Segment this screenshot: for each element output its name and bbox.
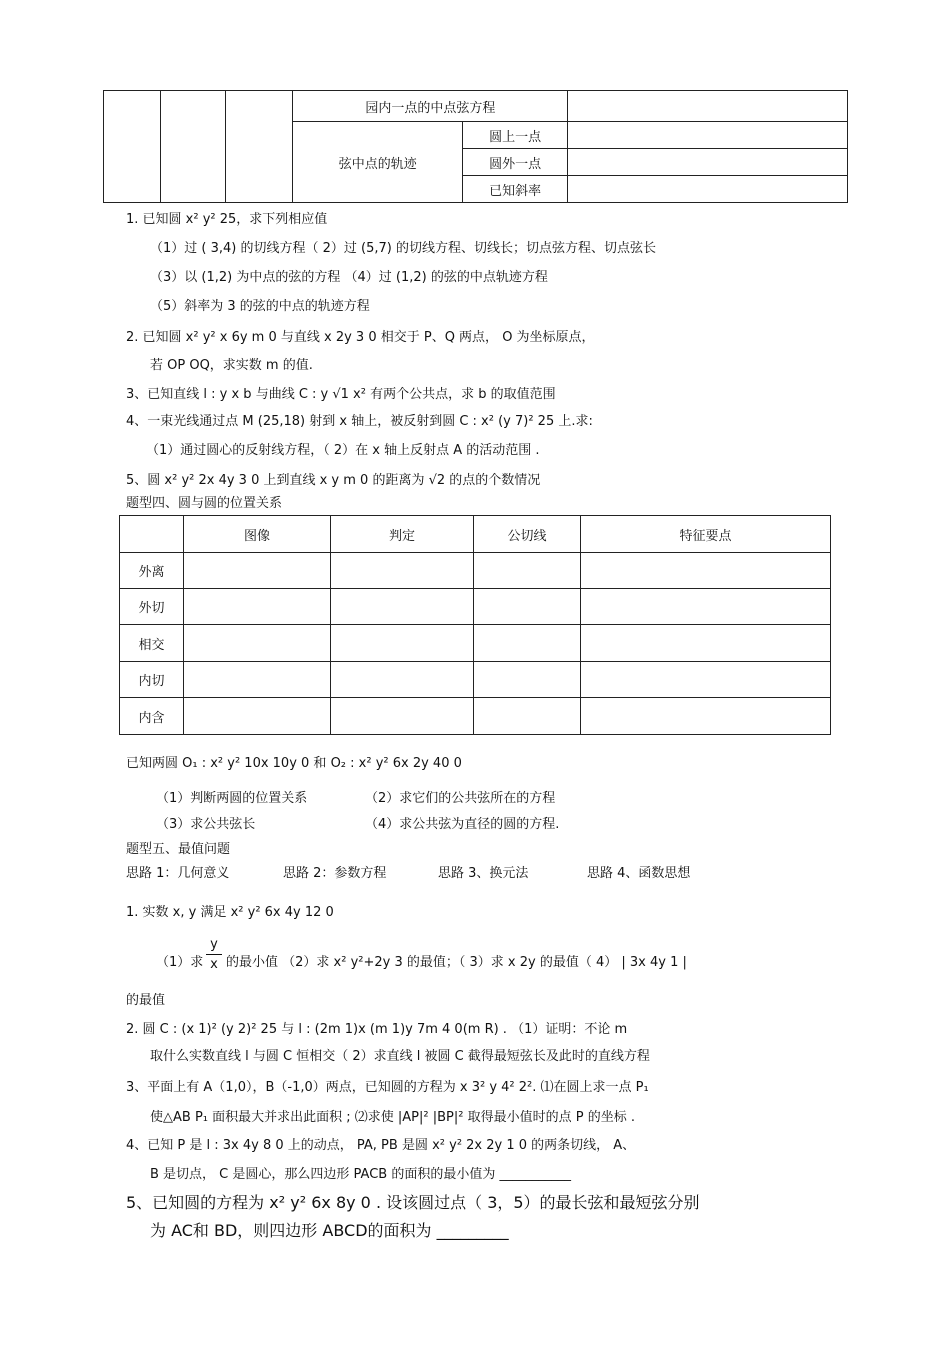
two-circles-sub-2: （2）求它们的公共弦所在的方程 (365, 791, 556, 806)
problem-1-sub-a: （1）求 (156, 955, 204, 970)
table-cell (161, 91, 226, 203)
table-cell (184, 662, 331, 698)
row-label: 内切 (120, 662, 184, 698)
idea-4: 思路 4、函数思想 (587, 866, 691, 881)
table-cell (581, 698, 831, 735)
table-cell (331, 625, 474, 662)
table-cell (568, 149, 848, 176)
two-circles-sub-1: （1）判断两圆的位置关系 (156, 791, 308, 806)
table-cell (474, 589, 581, 625)
fraction-numerator: y (206, 936, 222, 955)
table-cell (474, 553, 581, 589)
problem-3-line-2: 使△AB P₁ 面积最大并求出此面积 ; ⑵求使 |AP|² |BP|² 取得最小值时的点 P 的坐标 . (150, 1110, 635, 1125)
table-cell (120, 516, 184, 553)
problem-2-line-2: 取什么实数直线 l 与圆 C 恒相交（ 2）求直线 l 被圆 C 截得最短弦长及此时的直线方程 (150, 1049, 650, 1064)
problem-5-line-2: 为 AC和 BD，则四边形 ABCD的面积为 _________ (150, 1221, 509, 1240)
table-cell (568, 176, 848, 203)
section-4-title: 题型四、圆与圆的位置关系 (126, 496, 283, 511)
table-cell (581, 662, 831, 698)
column-header: 图像 (184, 516, 331, 553)
table-cell (184, 625, 331, 662)
question-1-stem: 1. 已知圆 x² y² 25，求下列相应值 (126, 212, 328, 227)
column-header: 特征要点 (581, 516, 831, 553)
problem-5-line-1: 5、已知圆的方程为 x² y² 6x 8y 0 . 设该圆过点（ 3，5）的最长弦和最短弦分别 (126, 1193, 700, 1212)
row-label: 内含 (120, 698, 184, 735)
midpoint-chord-label: 园内一点的中点弦方程 (293, 91, 568, 122)
question-1-sub-3: （3）以 (1,2) 为中点的弦的方程 （4）过 (1,2) 的弦的中点轨迹方程 (150, 270, 548, 285)
table-cell (184, 698, 331, 735)
table-cell (226, 91, 293, 203)
table-cell (331, 698, 474, 735)
table-cell (581, 589, 831, 625)
chord-table (103, 90, 848, 203)
table-cell (474, 662, 581, 698)
problem-1-stem: 1. 实数 x, y 满足 x² y² 6x 4y 12 0 (126, 905, 334, 920)
question-1-sub-1: （1）过 ( 3,4) 的切线方程（ 2）过 (5,7) 的切线方程、切线长；切点弦方程、切点弦长 (150, 241, 656, 256)
two-circles-sub-3: （3）求公共弦长 (156, 817, 256, 832)
row-label: 相交 (120, 625, 184, 662)
column-header: 判定 (331, 516, 474, 553)
table-cell (474, 625, 581, 662)
table-cell (581, 625, 831, 662)
idea-1: 思路 1：几何意义 (126, 866, 230, 881)
sub-row-label: 已知斜率 (462, 176, 567, 203)
row-label: 外离 (120, 553, 184, 589)
table-cell (184, 589, 331, 625)
question-2-line-1: 2. 已知圆 x² y² x 6y m 0 与直线 x 2y 3 0 相交于 P、Q 两点， O 为坐标原点， (126, 330, 595, 345)
fraction-y-over-x (206, 936, 222, 975)
row-label: 外切 (120, 589, 184, 625)
problem-3-line-1: 3、平面上有 A（1,0），B（-1,0）两点，已知圆的方程为 x 3² y 4² 2². ⑴在圆上求一点 P₁ (126, 1080, 649, 1095)
fraction-denominator: x (210, 957, 218, 972)
two-circles-stem: 已知两圆 O₁ : x² y² 10x 10y 0 和 O₂ : x² y² 6x 2y 40 0 (126, 756, 462, 771)
problem-4-line-2: B 是切点， C 是圆心，那么四边形 PACB 的面积的最小值为 ___________ (150, 1167, 571, 1182)
sub-row-label: 圆外一点 (462, 149, 567, 176)
question-3: 3、已知直线 l : y x b 与曲线 C : y √1 x² 有两个公共点，求 b 的取值范围 (126, 387, 556, 402)
problem-2-line-1: 2. 圆 C : (x 1)² (y 2)² 25 与 l : (2m 1)x (m 1)y 7m 4 0(m R) . （1）证明：不论 m (126, 1022, 628, 1037)
two-circles-sub-4: （4）求公共弦为直径的圆的方程. (365, 817, 560, 832)
question-5: 5、圆 x² y² 2x 4y 3 0 上到直线 x y m 0 的距离为 √2 的点的个数情况 (126, 473, 541, 488)
question-4-line-1: 4、一束光线通过点 M (25,18) 射到 x 轴上，被反射到圆 C : x² (y 7)² 25 上.求: (126, 414, 593, 429)
table-cell (331, 589, 474, 625)
sub-row-label: 圆上一点 (462, 122, 567, 149)
problem-1-tail: 的最值 (126, 993, 166, 1008)
chord-midpoint-locus-label: 弦中点的轨迹 (293, 122, 462, 203)
table-cell (568, 122, 848, 149)
table-cell (331, 662, 474, 698)
idea-2: 思路 2：参数方程 (283, 866, 387, 881)
circle-relation-table (119, 515, 831, 735)
table-cell (568, 91, 848, 122)
table-cell (474, 698, 581, 735)
problem-4-line-1: 4、已知 P 是 l : 3x 4y 8 0 上的动点， PA, PB 是圆 x² y² 2x 2y 1 0 的两条切线， A、 (126, 1138, 636, 1153)
table-cell (104, 91, 161, 203)
table-cell (184, 553, 331, 589)
idea-3: 思路 3、换元法 (438, 866, 529, 881)
table-cell (331, 553, 474, 589)
question-2-line-2: 若 OP OQ，求实数 m 的值. (150, 358, 313, 373)
problem-1-sub-b: 的最小值 （2）求 x² y²+2y 3 的最值；（ 3）求 x 2y 的最值（ 4） | 3x 4y 1 | (226, 955, 687, 970)
column-header: 公切线 (474, 516, 581, 553)
table-cell (581, 553, 831, 589)
question-4-line-2: （1）通过圆心的反射线方程，（ 2）在 x 轴上反射点 A 的活动范围 . (146, 443, 540, 458)
section-5-title: 题型五、最值问题 (126, 842, 231, 857)
question-1-sub-5: （5）斜率为 3 的弦的中点的轨迹方程 (150, 299, 370, 314)
